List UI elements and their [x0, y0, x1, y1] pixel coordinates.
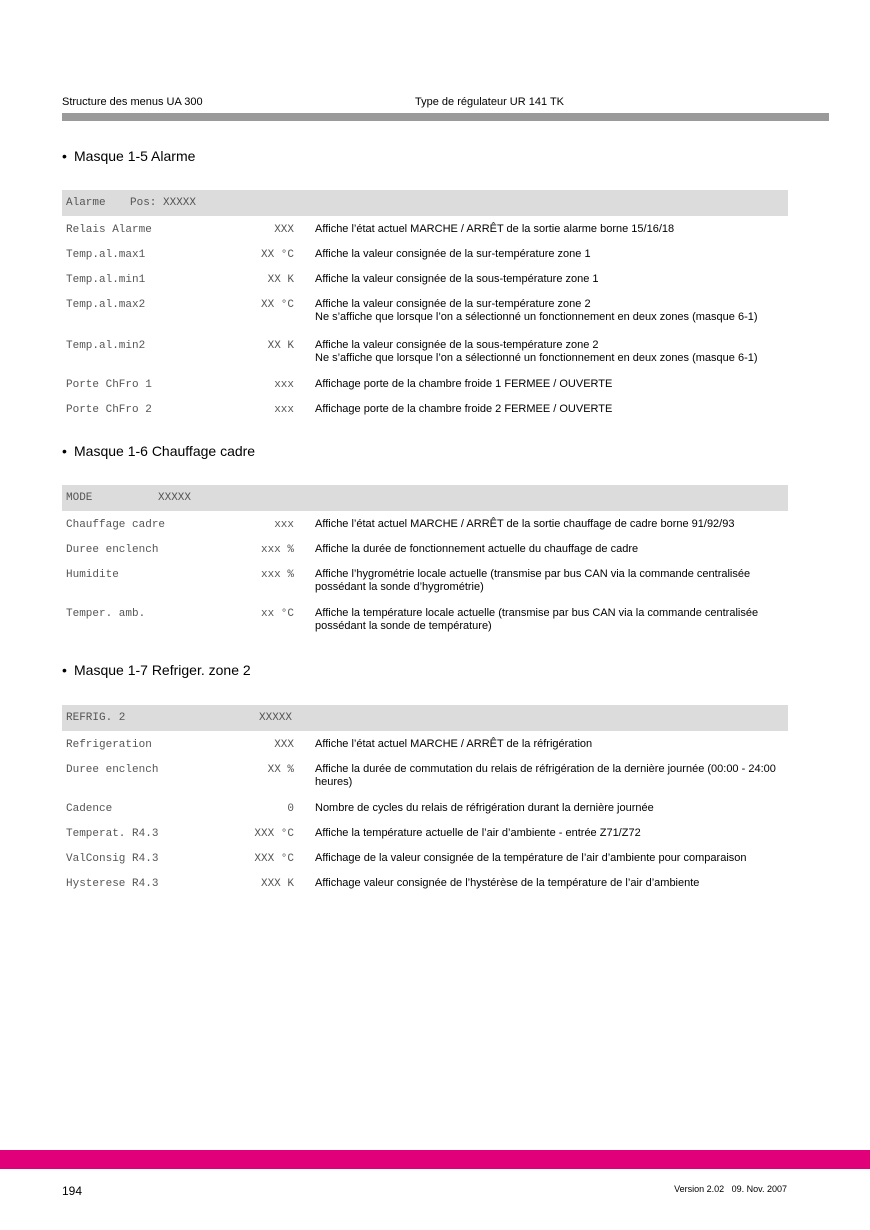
- row-value: xxx: [274, 379, 294, 391]
- row-value: XX K: [267, 340, 294, 352]
- row-name: Hysterese R4.3: [66, 878, 159, 890]
- row-name: Refrigeration: [66, 739, 152, 751]
- table-header-value: XXXXX: [259, 712, 293, 724]
- row-desc: Affiche la valeur consignée de la sous-température zone 1: [315, 273, 599, 285]
- row-desc-line1: Affiche la valeur consignée de la sur-température zone 2: [315, 298, 591, 310]
- row-desc: Affiche la durée de fonctionnement actuelle du chauffage de cadre: [315, 543, 639, 555]
- page-number: 194: [62, 1184, 83, 1198]
- row-value: xxx %: [260, 544, 294, 556]
- row-desc: Affichage porte de la chambre froide 2 FERMEE / OUVERTE: [315, 403, 613, 415]
- row-desc: [315, 298, 785, 324]
- row-name: Porte ChFro 1: [66, 379, 152, 391]
- row-name: Temp.al.min2: [66, 340, 146, 352]
- table-header-label: MODE: [66, 492, 93, 504]
- row-name: Temp.al.max2: [66, 299, 146, 311]
- row-desc: [315, 339, 785, 365]
- row-name: Temp.al.max1: [66, 249, 146, 261]
- row-name: Humidite: [66, 569, 119, 581]
- footer-accent-bar: [0, 1150, 870, 1169]
- row-desc: Affiche la température actuelle de l’air d’ambiente - entrée Z71/Z72: [315, 827, 641, 839]
- row-desc: Affichage de la valeur consignée de la température de l’air d’ambiente pour comparaison: [315, 852, 747, 864]
- row-name: ValConsig R4.3: [66, 853, 159, 865]
- row-value: XXX °C: [254, 828, 294, 840]
- bullet-icon: •: [62, 443, 67, 459]
- row-desc: Affichage porte de la chambre froide 1 FERMEE / OUVERTE: [315, 378, 613, 390]
- row-value: XXX: [274, 224, 294, 236]
- row-value: xxx: [274, 519, 294, 531]
- table-header-label: Alarme: [66, 197, 106, 209]
- row-name: Chauffage cadre: [66, 519, 166, 531]
- row-desc: Affiche l’hygrométrie locale actuelle (transmise par bus CAN via la commande centralisée possédant la sonde d’hygrométrie): [315, 568, 751, 593]
- table-header-pos: Pos: XXXXX: [130, 197, 197, 209]
- row-name: Temperat. R4.3: [66, 828, 159, 840]
- table-header-value: XXXXX: [158, 492, 192, 504]
- row-value: XX °C: [260, 249, 294, 261]
- row-desc: Affiche l’état actuel MARCHE / ARRÊT de la réfrigération: [315, 738, 593, 750]
- table-header: [62, 190, 788, 216]
- row-name: Duree enclench: [66, 764, 159, 776]
- row-desc: Affiche la température locale actuelle (transmise par bus CAN via la commande centralisée possédant la sonde de température): [315, 607, 759, 632]
- row-desc: Affiche l’état actuel MARCHE / ARRÊT de la sortie chauffage de cadre borne 91/92/93: [315, 518, 735, 530]
- row-desc: Affiche la valeur consignée de la sur-température zone 1: [315, 248, 591, 260]
- header-left-title: Structure des menus UA 300: [62, 96, 203, 108]
- row-desc: Nombre de cycles du relais de réfrigération durant la dernière journée: [315, 802, 654, 814]
- row-value: xx °C: [260, 608, 294, 620]
- row-name: Temper. amb.: [66, 608, 146, 620]
- table-refrig-zone2: [62, 705, 788, 890]
- bullet-icon: •: [62, 662, 67, 678]
- row-name: Duree enclench: [66, 544, 159, 556]
- header-rule: [62, 113, 829, 121]
- row-value: XX %: [267, 764, 294, 776]
- table-alarm: [62, 190, 788, 416]
- row-name: Cadence: [66, 803, 113, 815]
- table-frame-heating: [62, 485, 788, 632]
- row-desc-line2: Ne s’affiche que lorsque l’on a sélectionné un fonctionnement en deux zones (masque 6-1): [315, 311, 758, 323]
- version-info: Version 2.02 09. Nov. 2007: [674, 1184, 787, 1194]
- row-value: XXX °C: [254, 853, 294, 865]
- row-value: XX °C: [260, 299, 294, 311]
- row-value: xxx %: [260, 569, 294, 581]
- row-value: XX K: [267, 274, 294, 286]
- row-desc-line1: Affiche la valeur consignée de la sous-température zone 2: [315, 339, 599, 351]
- row-desc: Affiche l’état actuel MARCHE / ARRÊT de la sortie alarme borne 15/16/18: [315, 223, 675, 235]
- row-desc-line2: Ne s’affiche que lorsque l’on a sélectionné un fonctionnement en deux zones (masque 6-1): [315, 352, 758, 364]
- row-value: xxx: [274, 404, 294, 416]
- row-name: Porte ChFro 2: [66, 404, 152, 416]
- section-title-refrig-zone2: • Masque 1-7 Refriger. zone 2: [62, 662, 251, 678]
- section-title-frame-heating: • Masque 1-6 Chauffage cadre: [62, 443, 256, 459]
- row-desc: Affichage valeur consignée de l’hystérèse de la température de l’air d’ambiente: [315, 877, 700, 889]
- row-desc: Affiche la durée de commutation du relais de réfrigération de la dernière journée (00:00 - 24:00 heures): [315, 763, 776, 788]
- row-value: 0: [287, 803, 294, 815]
- header-controller-type: Type de régulateur UR 141 TK: [415, 96, 564, 108]
- row-value: XXX K: [260, 878, 294, 890]
- section-title-alarm: • Masque 1-5 Alarme: [62, 148, 196, 164]
- table-header-label: REFRIG. 2: [66, 712, 126, 724]
- table-header: [62, 485, 788, 511]
- row-value: XXX: [274, 739, 294, 751]
- row-name: Temp.al.min1: [66, 274, 146, 286]
- table-header: [62, 705, 788, 731]
- bullet-icon: •: [62, 148, 67, 164]
- row-name: Relais Alarme: [66, 224, 152, 236]
